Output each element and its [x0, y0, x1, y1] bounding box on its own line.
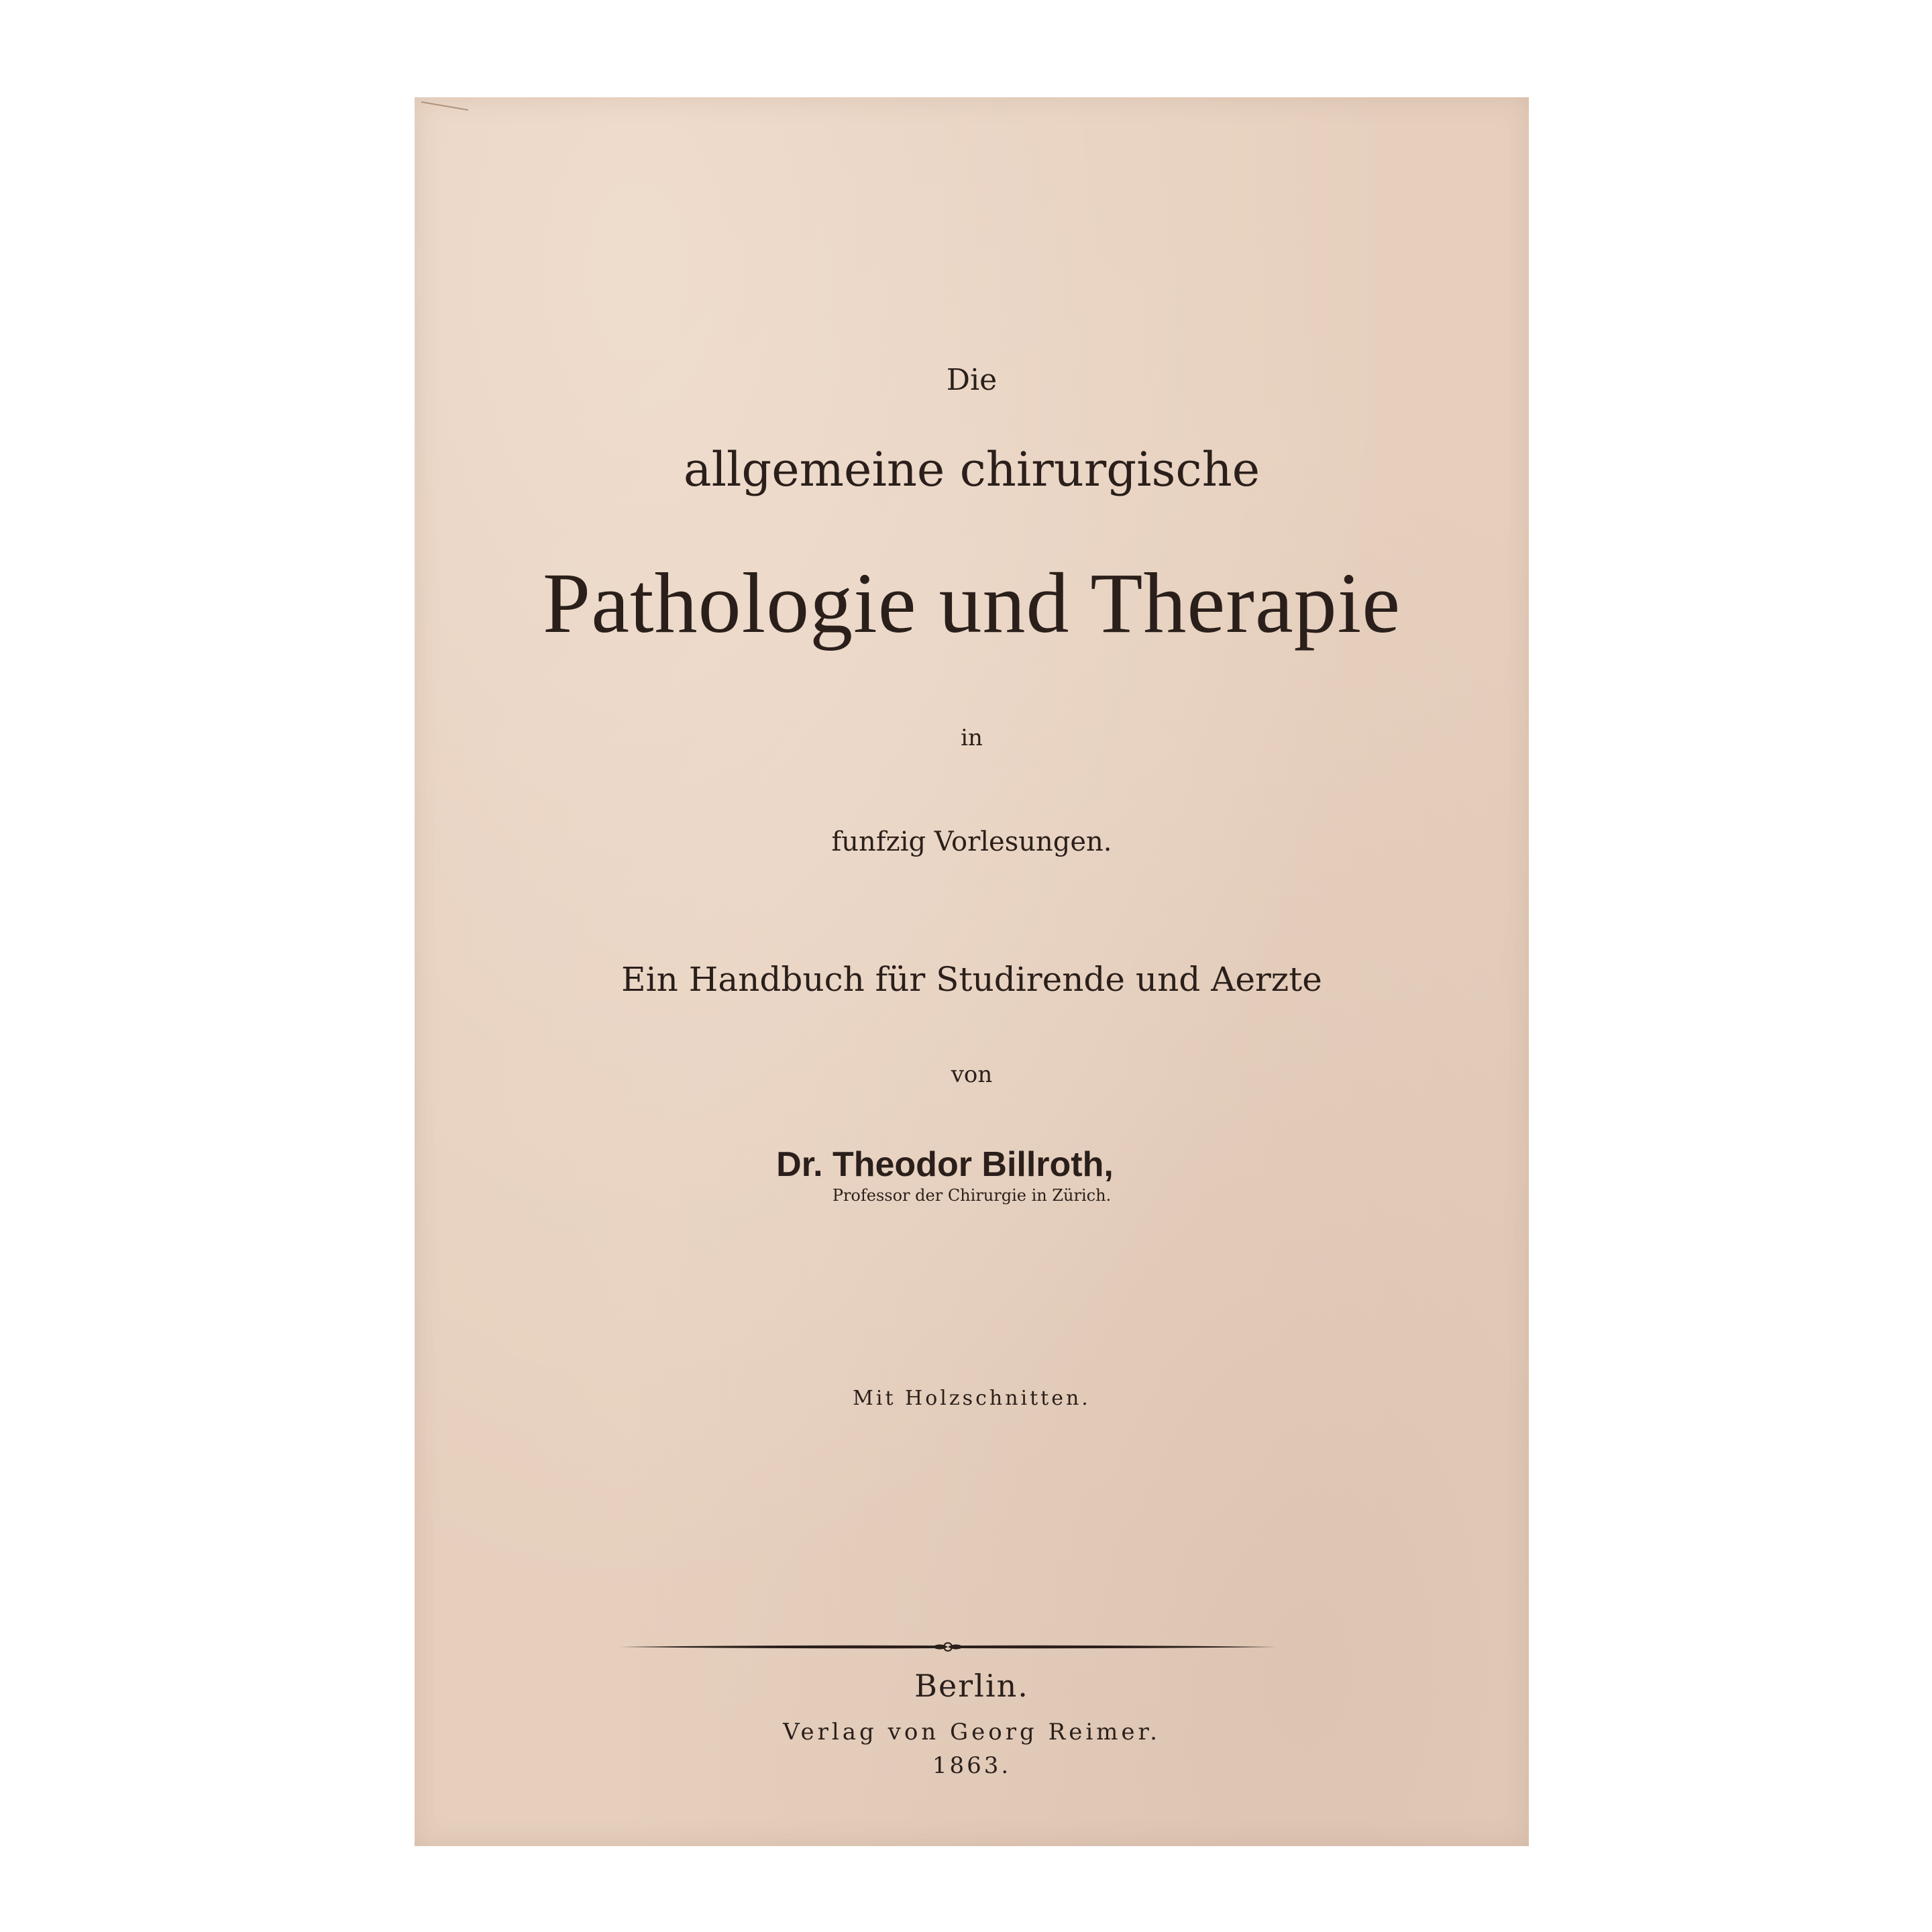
- illustrations-note: Mit Holzschnitten.: [853, 1387, 1091, 1410]
- author-name: Dr. Theodor Billroth,: [776, 1145, 1114, 1184]
- by-line: von: [951, 1061, 993, 1088]
- publisher: Verlag von Georg Reimer.: [783, 1719, 1161, 1746]
- publication-year: 1863.: [932, 1752, 1012, 1779]
- title-article: Die: [946, 363, 998, 397]
- author-title: Professor der Chirurgie in Zürich.: [832, 1186, 1112, 1205]
- title-preposition: in: [961, 724, 983, 751]
- publication-place: Berlin.: [914, 1668, 1029, 1704]
- paper-crease-mark: [421, 101, 475, 114]
- title-subtitle: allgemeine chirurgische: [683, 442, 1260, 497]
- handbook-line: Ein Handbuch für Studirende und Aerzte: [621, 960, 1322, 999]
- ornamental-rule-icon: [619, 1637, 1277, 1657]
- main-title: Pathologie und Therapie: [543, 555, 1401, 651]
- lecture-count: funfzig Vorlesungen.: [831, 826, 1112, 857]
- title-page: [415, 97, 1529, 1846]
